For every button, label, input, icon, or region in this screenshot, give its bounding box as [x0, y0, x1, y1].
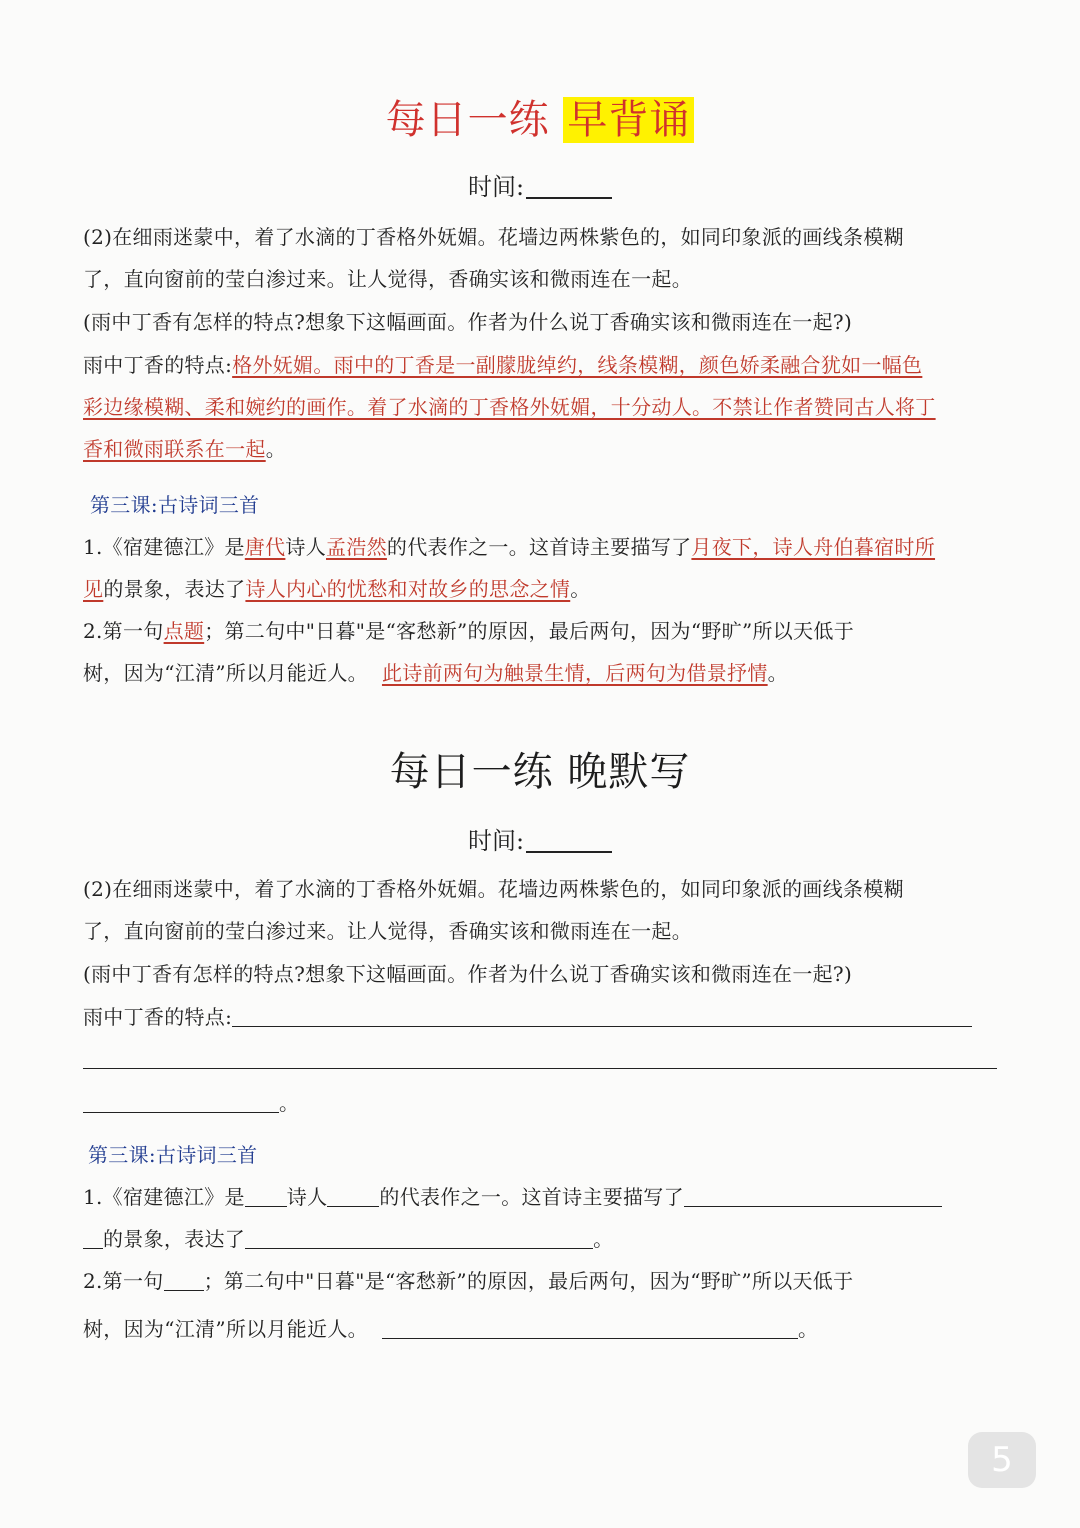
evening-q2-summary-blank[interactable] [382, 1318, 798, 1339]
morning-q2-period: 。 [767, 661, 788, 685]
morning-q1-poet: 孟浩然 [326, 535, 387, 559]
morning-q1-feeling: 诗人内心的忧愁和对故乡的思念之情 [245, 577, 571, 601]
morning-lesson-heading: 第三课:古诗词三首 [90, 493, 260, 517]
evening-q1-dynasty-blank[interactable] [245, 1186, 287, 1207]
morning-time-blank[interactable] [526, 197, 612, 199]
morning-answer-line-3 [83, 434, 1003, 464]
morning-q2-point: 点题 [163, 619, 205, 643]
morning-q1-period: 。 [570, 577, 591, 601]
evening-answer-blank-3[interactable] [83, 1092, 279, 1113]
evening-q2-line-1 [83, 1266, 1003, 1296]
morning-q1-text-a: 1.《宿建德江》是 [83, 535, 245, 559]
morning-answer-label: 雨中丁香的特点: [83, 353, 233, 377]
evening-q2-line-2 [83, 1314, 1003, 1344]
evening-q1-text-b: 诗人 [286, 1185, 328, 1209]
morning-passage-line-1: (2)在细雨迷蒙中，着了水滴的丁香格外妩媚。花墙边两株紫色的，如同印象派的画线条模糊 [83, 225, 904, 249]
page-number-badge: 5 [968, 1432, 1036, 1488]
morning-answer-line-2 [83, 392, 1003, 422]
evening-q1-text-d: 的景象，表达了 [103, 1227, 246, 1251]
morning-q2-summary: 此诗前两句为触景生情，后两句为借景抒情 [381, 661, 768, 685]
evening-answer-line-3 [83, 1088, 1003, 1118]
evening-q2-point-blank[interactable] [164, 1270, 204, 1291]
evening-q2-period: 。 [797, 1317, 819, 1341]
evening-answer-blank-2[interactable] [83, 1068, 997, 1069]
evening-question: (雨中丁香有怎样的特点?想象下这幅画面。作者为什么说丁香确实该和微雨连在一起?) [83, 962, 853, 986]
morning-q2-text-b: ；第二句中"日暮"是“客愁新”的原因，最后两句，因为“野旷”所以天低于 [204, 619, 854, 643]
evening-title: 每日一练 晚默写 [389, 749, 691, 795]
morning-q1-text-c: 的代表作之一。这首诗主要描写了 [386, 535, 692, 559]
morning-answer-text-3: 香和微雨联系在一起 [83, 437, 266, 461]
evening-q1-poet-blank[interactable] [327, 1186, 379, 1207]
evening-passage-line-1: (2)在细雨迷蒙中，着了水滴的丁香格外妩媚。花墙边两株紫色的，如同印象派的画线条模糊 [83, 877, 904, 901]
morning-q2-line-1 [83, 616, 1003, 646]
morning-answer-period: 。 [265, 437, 287, 461]
morning-q1-line-1 [83, 532, 1003, 562]
evening-q1-line-2 [83, 1224, 1003, 1254]
morning-title-prefix: 每日一练 [385, 97, 550, 143]
morning-time-label: 时间: [467, 173, 525, 201]
morning-q1-dynasty: 唐代 [244, 535, 286, 559]
evening-answer-line-1 [83, 1002, 1003, 1032]
evening-time-label: 时间: [467, 827, 525, 855]
morning-passage-line-2: 了，直向窗前的莹白渗过来。让人觉得，香确实该和微雨连在一起。 [83, 267, 692, 291]
evening-q1-text-c: 的代表作之一。这首诗主要描写了 [379, 1185, 684, 1209]
morning-q1-scene-1: 月夜下，诗人舟伯暮宿时所 [691, 535, 936, 559]
morning-question: (雨中丁香有怎样的特点?想象下这幅画面。作者为什么说丁香确实该和微雨连在一起?) [83, 310, 853, 334]
morning-q2-text-a: 2.第一句 [83, 619, 164, 643]
morning-q1-line-2 [83, 574, 1003, 604]
morning-title-highlight: 早背诵 [563, 97, 694, 143]
morning-title [0, 94, 1080, 146]
evening-answer-period: 。 [279, 1091, 300, 1115]
morning-q1-text-b: 诗人 [285, 535, 327, 559]
morning-q2-line-2 [83, 658, 1003, 688]
evening-answer-blank-1[interactable] [232, 1006, 972, 1027]
morning-q1-text-d: 的景象，表达了 [103, 577, 246, 601]
evening-q1-scene-blank-1[interactable] [684, 1186, 942, 1207]
evening-q1-feeling-blank[interactable] [245, 1228, 593, 1249]
morning-answer-text-1: 格外妩媚。雨中的丁香是一副朦胧绰约，线条模糊，颜色娇柔融合犹如一幅色 [232, 353, 923, 377]
evening-time-field [0, 825, 1080, 857]
morning-answer-line-1 [83, 350, 1003, 380]
morning-q1-scene-2: 见 [83, 577, 104, 601]
evening-lesson-heading: 第三课:古诗词三首 [88, 1143, 258, 1167]
evening-q1-text-a: 1.《宿建德江》是 [83, 1185, 245, 1209]
evening-q2-text-c: 树，因为“江清”所以月能近人。 [83, 1317, 368, 1341]
evening-answer-label: 雨中丁香的特点: [83, 1005, 233, 1029]
evening-q1-line-1 [83, 1182, 1003, 1212]
evening-q2-text-a: 2.第一句 [83, 1269, 164, 1293]
evening-q2-text-b: ；第二句中"日暮"是“客愁新”的原因，最后两句，因为“野旷”所以天低于 [203, 1269, 854, 1293]
morning-time-field [0, 171, 1080, 203]
evening-q1-scene-blank-2[interactable] [83, 1228, 103, 1249]
morning-answer-text-2: 彩边缘模糊、柔和婉约的画作。着了水滴的丁香格外妩媚，十分动人。不禁让作者赞同古人将丁 [83, 395, 936, 419]
morning-q2-text-c: 树，因为“江清”所以月能近人。 [83, 661, 368, 685]
evening-q1-period: 。 [593, 1227, 614, 1251]
evening-passage-line-2: 了，直向窗前的莹白渗过来。让人觉得，香确实该和微雨连在一起。 [83, 919, 692, 943]
evening-time-blank[interactable] [526, 851, 612, 853]
